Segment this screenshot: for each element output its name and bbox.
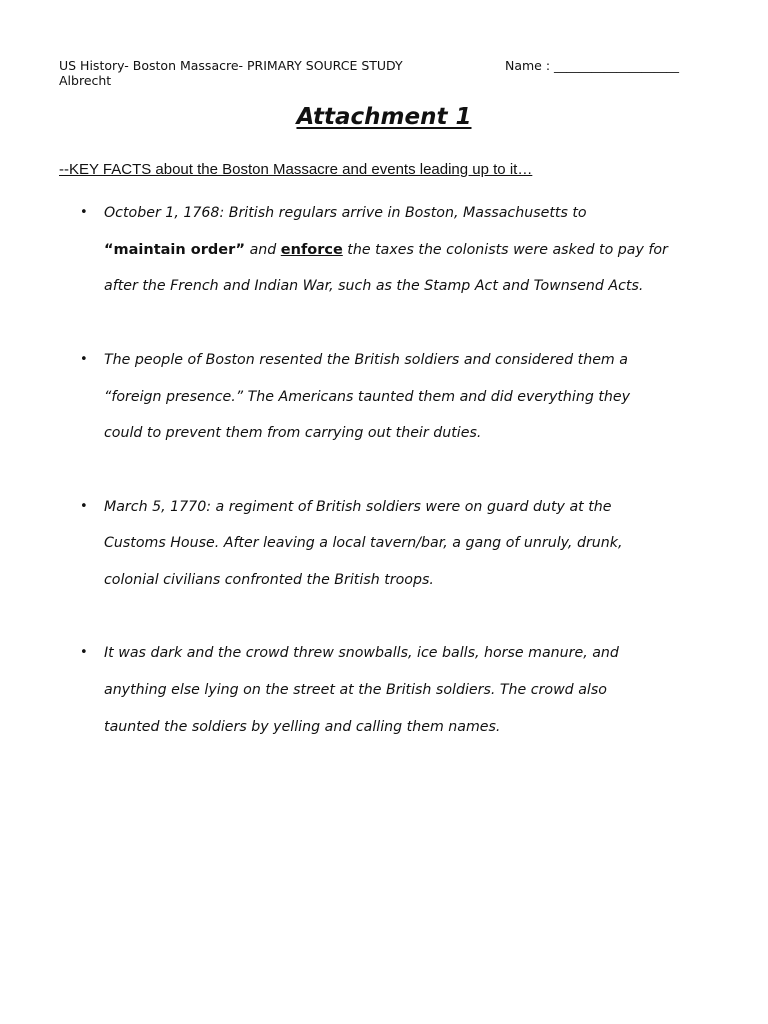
list-item [80,489,724,599]
name-field-label: Name : ____________________ [505,58,680,73]
key-facts-list [0,195,768,782]
fact-line: anything else lying on the street at the British soldiers. The crowd also [104,682,607,699]
underlined-phrase: enforce [280,241,343,258]
fact-line: taunted the soldiers by yelling and calling them names. [104,718,501,735]
section-subheading: --KEY FACTS about the Boston Massacre and events leading up to it… [59,161,533,178]
list-item [80,635,724,745]
fact-line: after the French and Indian War, such as the Stamp Act and Townsend Acts. [104,278,644,295]
teacher-name: Albrecht [59,73,112,88]
fact-line: March 5, 1770: a regiment of British soldiers were on guard duty at the [104,498,612,515]
page-title: Attachment 1 [296,104,472,130]
fact-line: Customs House. After leaving a local tavern/bar, a gang of unruly, drunk, [104,535,623,552]
list-item [80,195,724,305]
fact-line: could to prevent them from carrying out their duties. [104,425,482,442]
fact-line: colonial civilians confronted the British troops. [104,572,434,588]
bullet-icon: • [80,645,88,661]
bullet-icon: • [80,205,88,220]
bold-phrase: “maintain order” [104,241,246,258]
connector-text: and [245,241,281,258]
fact-line: The people of Boston resented the British soldiers and considered them a [104,351,628,368]
course-line: US History- Boston Massacre- PRIMARY SOURCE STUDY [59,58,403,73]
fact-line: “foreign presence.” The Americans taunted them and did everything they [104,388,631,405]
list-item [80,342,724,452]
fact-line: October 1, 1768: British regulars arrive in Boston, Massachusetts to [104,205,587,221]
document-header [59,58,403,88]
fact-line: It was dark and the crowd threw snowballs, ice balls, horse manure, and [104,645,619,662]
fact-line-rest: the taxes the colonists were asked to pay for [342,241,668,258]
fact-line [104,232,724,269]
bullet-icon: • [80,498,88,514]
bullet-icon: • [80,351,88,367]
